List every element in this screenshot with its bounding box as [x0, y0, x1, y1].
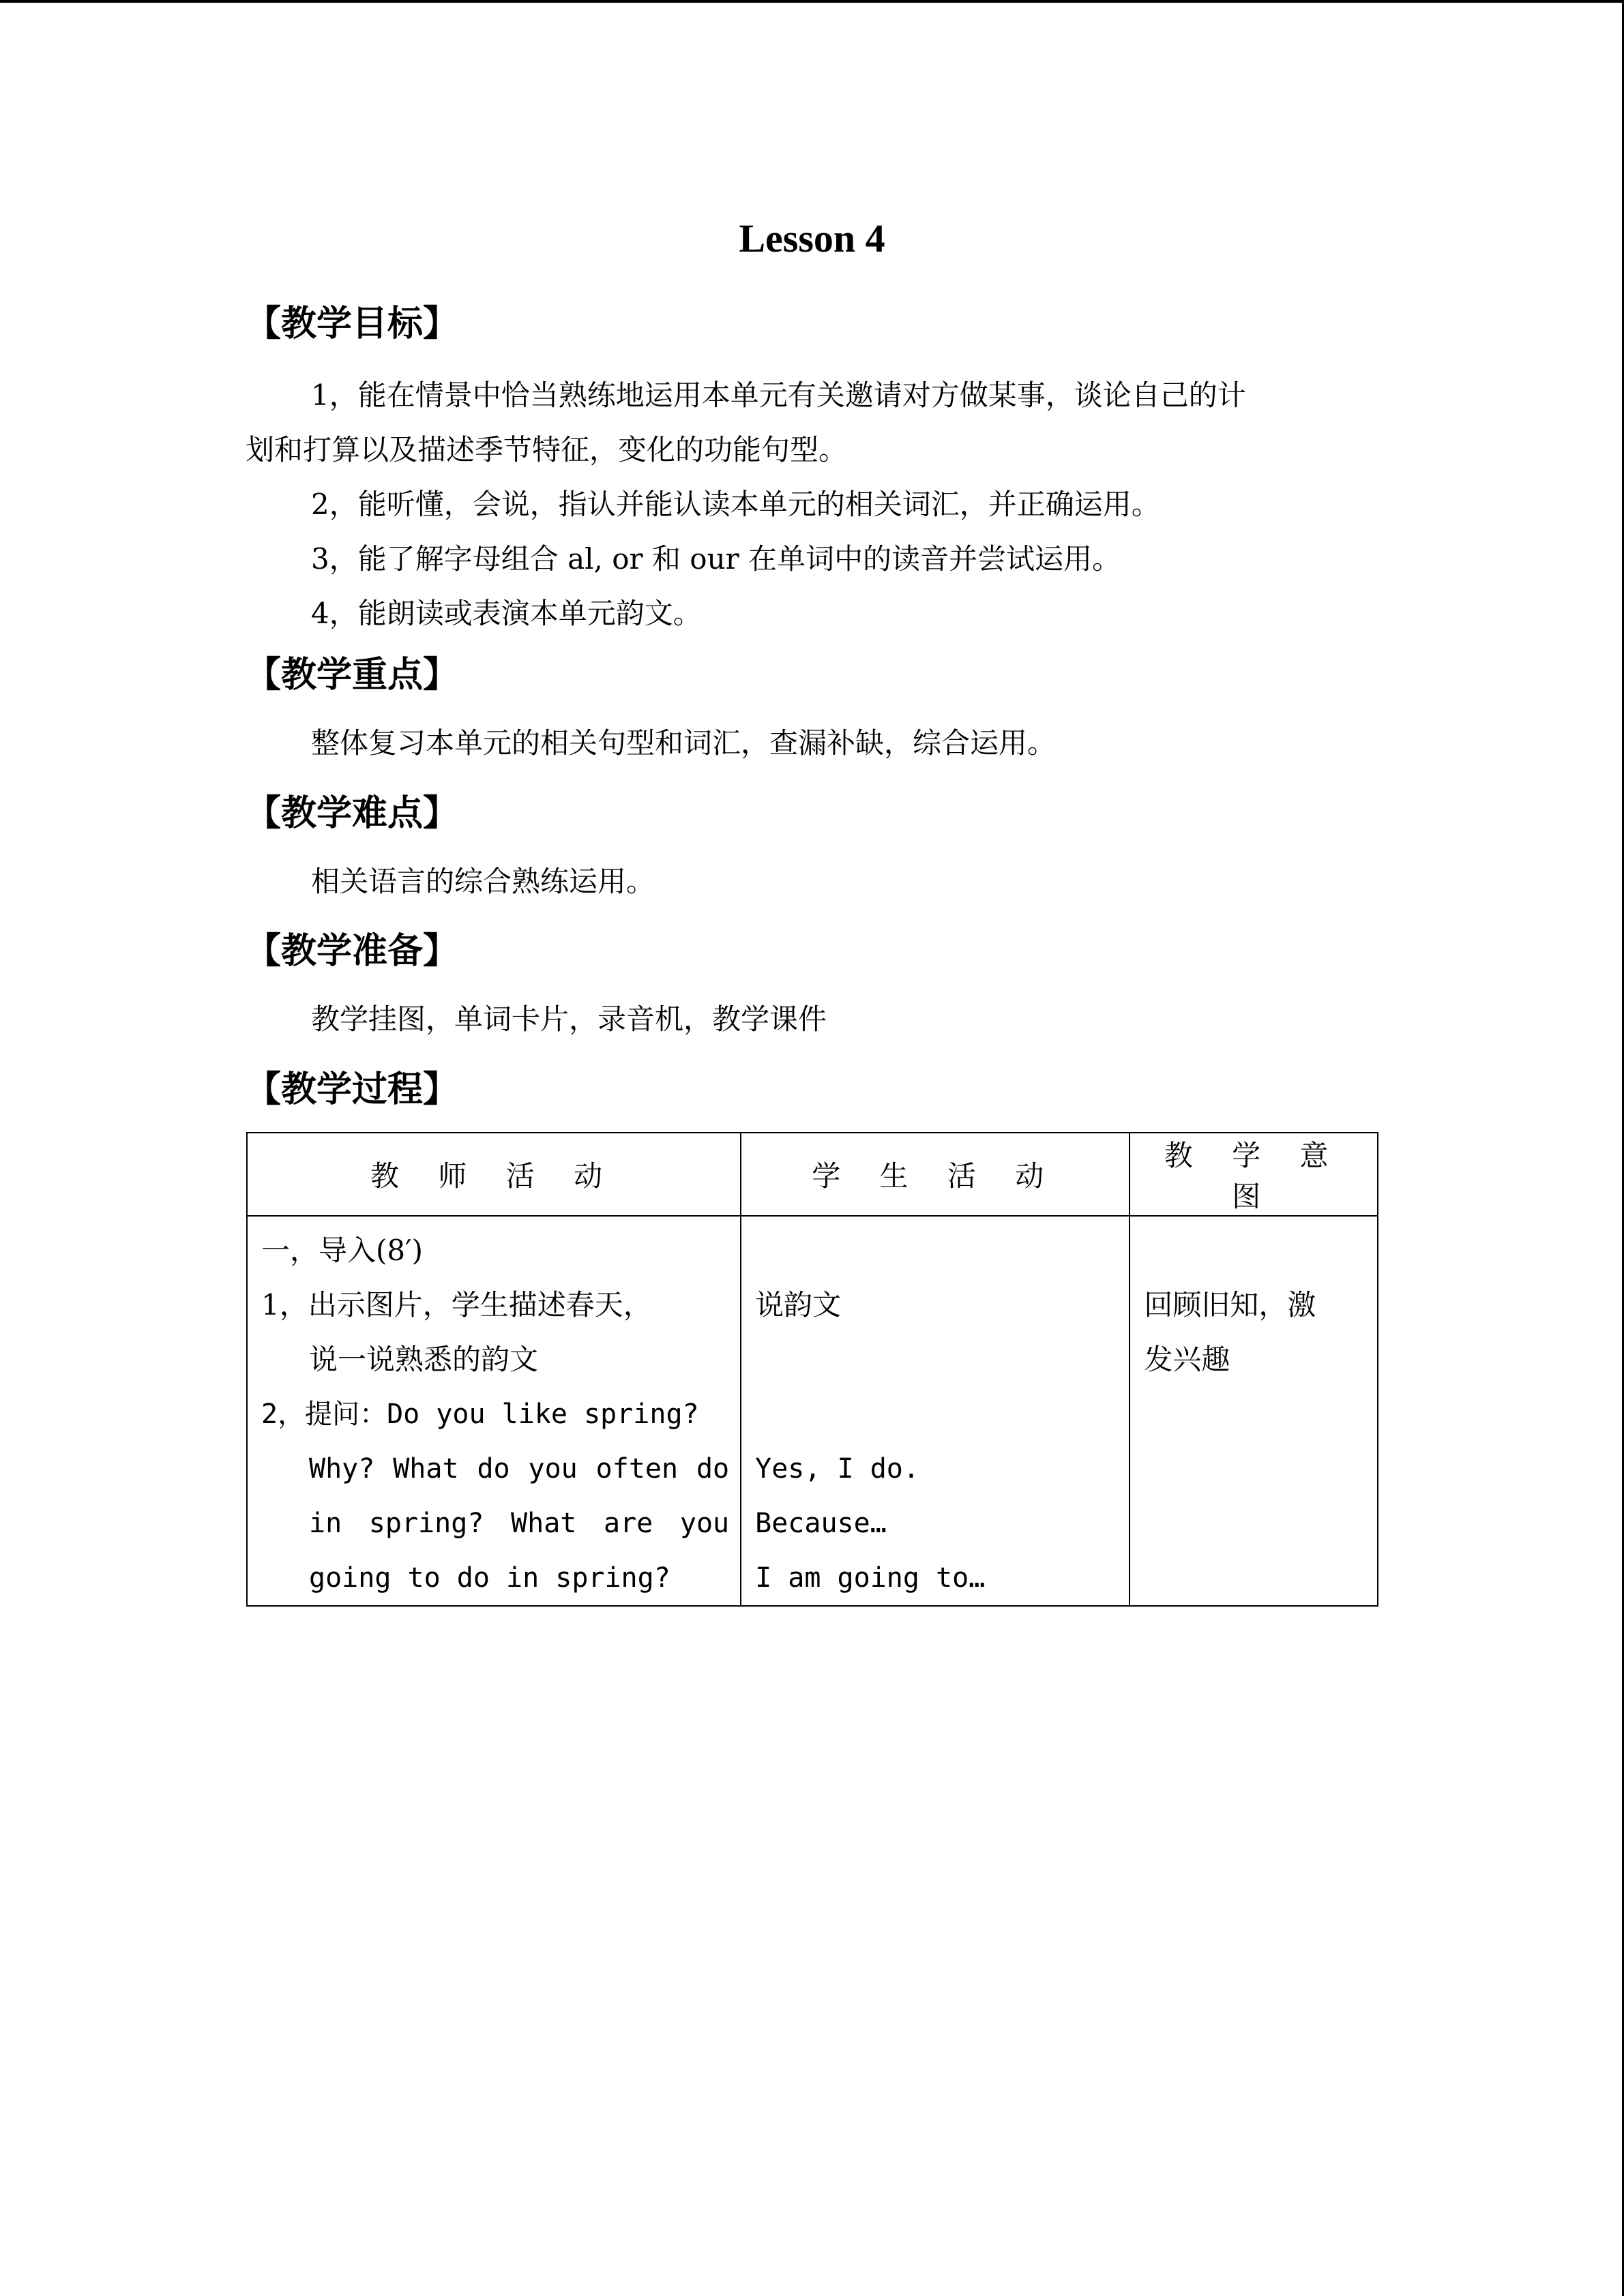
key-points-text: 整体复习本单元的相关句型和词汇，查漏补缺，综合运用。 [311, 726, 1057, 760]
teacher-activity-cell [247, 1216, 741, 1606]
intent-line-1 [1144, 1223, 1366, 1278]
key-points-heading: 【教学重点】 [246, 655, 459, 696]
column-header-teacher: 教 师 活 动 [247, 1133, 741, 1216]
student-line-7: I am going to… [755, 1562, 986, 1594]
student-line-6: Because… [755, 1508, 887, 1539]
student-line-3 [755, 1332, 1118, 1387]
objective-item-1: 1，能在情景中恰当熟练地运用本单元有关邀请对方做某事，谈论自己的计 [311, 378, 1246, 412]
teacher-line-1: 一，导入(8′) [261, 1234, 424, 1267]
teacher-line-5: Why? What do you often do [309, 1453, 730, 1485]
teacher-line-4: 2，提问：Do you like spring? [261, 1399, 699, 1430]
student-line-4 [755, 1387, 1118, 1442]
objective-item-1-cont: 划和打算以及描述季节特征，变化的功能句型。 [246, 433, 848, 466]
student-line-2: 说韵文 [755, 1288, 842, 1322]
preparation-text: 教学挂图，单词卡片，录音机，教学课件 [311, 1002, 827, 1036]
student-line-5: Yes, I do. [755, 1453, 919, 1485]
difficulties-heading: 【教学难点】 [246, 793, 459, 834]
objective-item-3: 3，能了解字母组合 al, or 和 our 在单词中的读音并尝试运用。 [311, 542, 1121, 576]
intent-line-3: 发兴趣 [1144, 1343, 1230, 1376]
student-line-1 [755, 1223, 1118, 1278]
objective-item-2: 2，能听懂，会说，指认并能认读本单元的相关词汇，并正确运用。 [311, 488, 1160, 521]
teacher-line-6: in spring? What are you [309, 1508, 730, 1539]
difficulties-text: 相关语言的综合熟练运用。 [311, 865, 655, 898]
process-table-header-row [247, 1133, 1378, 1216]
key-points-text-block [246, 716, 1378, 771]
teacher-line-7: going to do in spring? [309, 1562, 670, 1594]
student-activity-cell [741, 1216, 1130, 1606]
difficulties-text-block [246, 854, 1378, 909]
teacher-line-3: 说一说熟悉的韵文 [309, 1343, 539, 1376]
process-heading: 【教学过程】 [246, 1069, 459, 1110]
preparation-heading: 【教学准备】 [246, 931, 459, 972]
objectives-heading: 【教学目标】 [246, 303, 459, 344]
page-top-border [0, 0, 1624, 3]
process-table-row [247, 1216, 1378, 1606]
lesson-title: Lesson 4 [739, 216, 885, 260]
intent-cell [1130, 1216, 1378, 1606]
preparation-text-block [246, 992, 1378, 1047]
objective-item-4: 4，能朗读或表演本单元韵文。 [311, 597, 702, 630]
teacher-line-2: 1，出示图片，学生描述春天， [261, 1288, 652, 1322]
column-header-intent: 教 学 意 图 [1130, 1133, 1378, 1216]
column-header-student: 学 生 活 动 [741, 1133, 1130, 1216]
objectives-list [246, 368, 1378, 641]
intent-line-2: 回顾旧知，激 [1144, 1288, 1316, 1322]
process-table [246, 1132, 1378, 1607]
